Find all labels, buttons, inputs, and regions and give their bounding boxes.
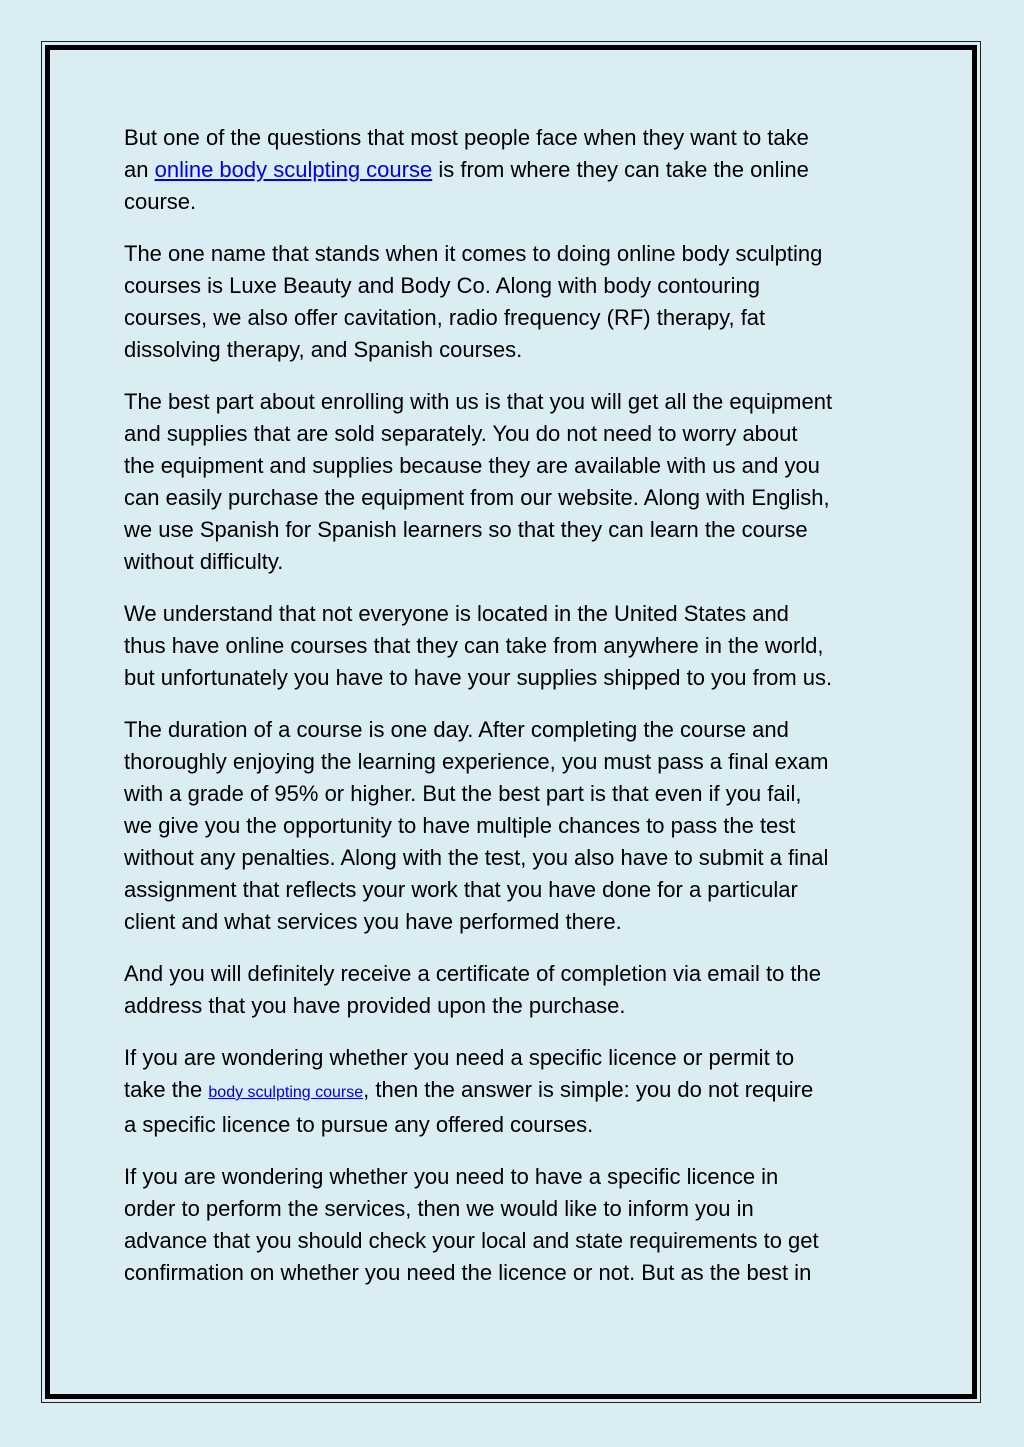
text-line: the equipment and supplies because they are available with us and you — [124, 453, 820, 478]
text-line: courses is Luxe Beauty and Body Co. Along with body contouring — [124, 273, 760, 298]
text-line: If you are wondering whether you need a specific licence or permit to — [124, 1045, 795, 1070]
text-line: client and what services you have performed there. — [124, 909, 622, 934]
text-line: The duration of a course is one day. After completing the course and — [124, 717, 789, 742]
text-line: We understand that not everyone is located in the United States and — [124, 601, 789, 626]
text-line: course. — [124, 189, 197, 214]
text-line: with a grade of 95% or higher. But the best part is that even if you fail, — [124, 781, 802, 806]
text-line: The one name that stands when it comes to doing online body sculpting — [124, 241, 823, 266]
text-line: If you are wondering whether you need to have a specific licence in — [124, 1164, 779, 1189]
text-fragment: is from where they can take the online — [432, 157, 809, 182]
paragraph — [124, 958, 914, 1022]
inline-link[interactable]: online body sculpting course — [154, 157, 433, 182]
text-line: confirmation on whether you need the licence or not. But as the best in — [124, 1260, 812, 1285]
text-line: we use Spanish for Spanish learners so that they can learn the course — [124, 517, 808, 542]
text-line: But one of the questions that most people face when they want to take — [124, 125, 809, 150]
text-line: but unfortunately you have to have your supplies shipped to you from us. — [124, 665, 833, 690]
text-line: advance that you should check your local and state requirements to get — [124, 1228, 819, 1253]
paragraph — [124, 1161, 914, 1289]
text-line: And you will definitely receive a certificate of completion via email to the — [124, 961, 822, 986]
text-line: order to perform the services, then we would like to inform you in — [124, 1196, 754, 1221]
paragraph — [124, 598, 914, 694]
text-line: without any penalties. Along with the test, you also have to submit a final — [124, 845, 829, 870]
text-line: can easily purchase the equipment from our website. Along with English, — [124, 485, 830, 510]
paragraph — [124, 714, 914, 938]
document-body — [124, 122, 914, 1309]
text-line: a specific licence to pursue any offered courses. — [124, 1112, 594, 1137]
text-line: thoroughly enjoying the learning experience, you must pass a final exam — [124, 749, 829, 774]
text-line: and supplies that are sold separately. You do not need to worry about — [124, 421, 798, 446]
text-fragment: , then the answer is simple: you do not require — [363, 1077, 814, 1102]
text-line: thus have online courses that they can take from anywhere in the world, — [124, 633, 824, 658]
text-line: address that you have provided upon the purchase. — [124, 993, 626, 1018]
text-line: courses, we also offer cavitation, radio frequency (RF) therapy, fat — [124, 305, 766, 330]
text-line: assignment that reflects your work that you have done for a particular — [124, 877, 798, 902]
paragraph — [124, 1042, 914, 1141]
paragraph — [124, 122, 914, 218]
inline-link[interactable]: body sculpting course — [208, 1084, 364, 1101]
text-line: The best part about enrolling with us is that you will get all the equipment — [124, 389, 833, 414]
text-line: without difficulty. — [124, 549, 284, 574]
text-fragment: take the — [124, 1077, 209, 1102]
paragraph — [124, 386, 914, 578]
text-line: dissolving therapy, and Spanish courses. — [124, 337, 523, 362]
paragraph — [124, 238, 914, 366]
text-fragment: an — [124, 157, 155, 182]
text-line: we give you the opportunity to have multiple chances to pass the test — [124, 813, 796, 838]
